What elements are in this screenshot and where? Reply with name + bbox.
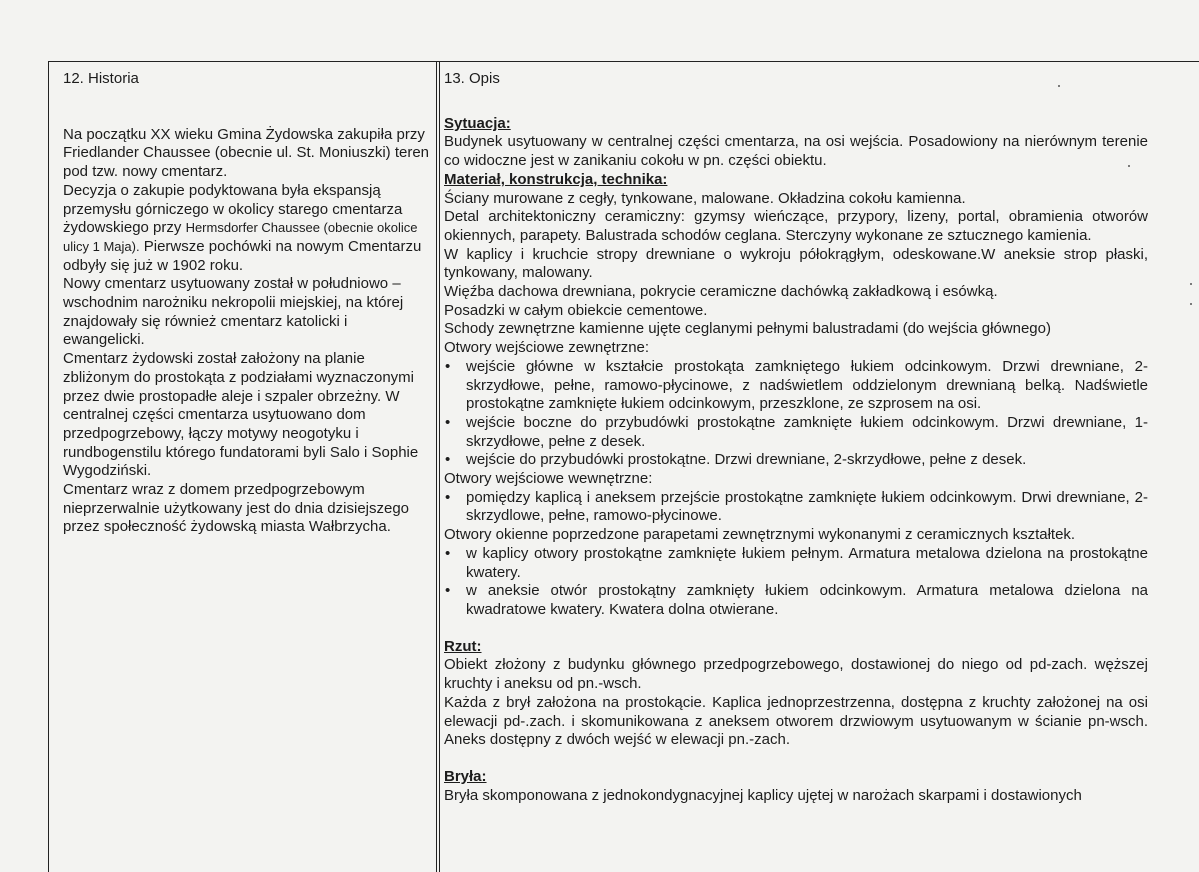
top-border [48, 61, 1199, 62]
scan-speck [1128, 165, 1130, 167]
history-text: Pierwsze pochówki na nowym Cmentarzu odbyły się już w 1902 roku. [63, 237, 422, 274]
exterior-doors-title: Otwory wejściowe zewnętrzne: [444, 339, 650, 357]
exterior-doors-list [444, 358, 1148, 470]
history-paragraph [63, 182, 431, 276]
history-paragraph: Na początku XX wieku Gmina Żydowska zakupiła przy Friedlander Chaussee (obecnie ul. St. Moniuszki) teren pod tzw. nowy cmentarz. [63, 125, 430, 181]
section-title-rzut: Rzut: [444, 637, 482, 655]
interior-doors-title: Otwory wejściowe wewnętrzne: [444, 470, 653, 488]
history-column [63, 70, 431, 537]
material-line: Schody zewnętrzne kamienne ujęte ceglanymi pełnymi balustradami (do wejścia głównego) [444, 320, 1051, 338]
scan-speck [1190, 303, 1192, 305]
history-paragraph: Nowy cmentarz usytuowany został w południowo – wschodnim narożniku nekropolii miejskiej, na której znajdowały się również cmentarz katolicki i ewangelicki. [63, 275, 404, 349]
scan-speck [1058, 85, 1060, 87]
list-item: • wejście do przybudówki prostokątne. Drzwi drewniane, 2-skrzydłowe, pełne z desek. [444, 451, 1148, 470]
history-paragraph: Cmentarz wraz z domem przedpogrzebowym nieprzerwalnie użytkowany jest do dnia dzisiejszego przez społeczność żydowską miasta Wałbrzycha. [63, 481, 410, 536]
rzut-line: Każda z brył założona na prostokącie. Kaplica jednoprzestrzenna, dostępna z kruchty założonej na osi elewacji pd-.zach. i skomunikowana z aneksem otworem drzwiowym usytuowanym w ścianie pn-wsch. Aneks dostępny z dwóch wejść w elewacji pn.-zach. [444, 693, 1148, 749]
bryla-text: Bryła skomponowana z jednokondygnacyjnej kaplicy ujętej w narożach skarpami i dostawionych [444, 786, 1082, 804]
history-small-text: Hermsdorfer Chaussee (obecnie okolice ulicy 1 Maja). [63, 220, 418, 254]
list-item: • pomiędzy kaplicą i aneksem przejście prostokątne zamknięte łukiem odcinkowym. Drwi drewniane, 2-skrzydlowe, pełne, ramowo-płycinowe. [444, 489, 1148, 526]
column-divider-inner [439, 61, 440, 872]
material-line: Detal architektoniczny ceramiczny: gzymsy wieńczące, przypory, lizeny, portal, obramienia otworów okiennych, parapety. Balustrada schodów ceglana. Sterczyny wykonane ze sztucznego kamienia. [444, 208, 1148, 244]
history-heading: 12. Historia [63, 70, 139, 87]
section-title-material: Materiał, konstrukcja, technika: [444, 170, 668, 188]
windows-title: Otwory okienne poprzedzone parapetami zewnętrznymi wykonanymi z ceramicznych kształtek. [444, 526, 1076, 544]
history-paragraph: Cmentarz żydowski został założony na planie zbliżonym do prostokąta z podziałami wyznaczonymi przez dwie prostopadłe aleje i szpaler obrzeżny. W centralnej części cmentarza usytuowano dom przedpogrzebowy, łączy motywy neogotyku i rundbogenstilu którego fundatorami byli Salo i Sophie Wygodziński. [63, 350, 419, 480]
description-column [444, 70, 1148, 805]
column-divider [436, 61, 437, 872]
material-line: Posadzki w całym obiekcie cementowe. [444, 301, 708, 319]
description-heading: 13. Opis [444, 70, 500, 87]
material-line: W kaplicy i kruchcie stropy drewniane o wykroju półokrągłym, odeskowane.W aneksie strop płaski, tynkowany, malowany. [444, 245, 1148, 282]
left-border [48, 61, 49, 872]
list-item: • wejście boczne do przybudówki prostokątne zamknięte łukiem odcinkowym. Drzwi drewniane, 1-skrzydłowe, pełne z desek. [444, 414, 1148, 451]
material-line: Więźba dachowa drewniana, pokrycie ceramiczne dachówką zakładkową i esówką. [444, 283, 998, 301]
list-item: • w kaplicy otwory prostokątne zamknięte łukiem pełnym. Armatura metalowa dzielona na prostokątne kwatery. [444, 545, 1148, 582]
list-item: • wejście główne w kształcie prostokąta zamkniętego łukiem odcinkowym. Drzwi drewniane, 2-skrzydłowe, pełne, ramowo-płycinowe, z nadświetlem oddzielonym drewnianą belką. Nadświetle prostokątne zamknięte łukiem odcinkowym, przeszklone, ze szprosem na osi. [444, 358, 1148, 414]
sytuacja-text: Budynek usytuowany w centralnej części cmentarza, na osi wejścia. Posadowiony na nierównym terenie co widoczne jest w zanikaniu cokołu w pn. części obiektu. [444, 133, 1148, 170]
history-text: Decyzja o zakupie podyktowana była ekspansją przemysłu górniczego w okolicy starego cmentarza żydowskiego przy [63, 181, 403, 237]
scan-speck [1190, 283, 1192, 285]
section-title-bryla: Bryła: [444, 767, 487, 785]
section-title-sytuacja: Sytuacja: [444, 114, 511, 132]
interior-doors-list [444, 489, 1148, 526]
rzut-line: Obiekt złożony z budynku głównego przedpogrzebowego, dostawionej do niego od pd-zach. węższej kruchty i aneksu od pn.-wsch. [444, 656, 1148, 693]
list-item: • w aneksie otwór prostokątny zamknięty łukiem odcinkowym. Armatura metalowa dzielona na kwadratowe kwatery. Kwatera dolna otwierane. [444, 582, 1148, 619]
windows-list [444, 545, 1148, 620]
material-line: Ściany murowane z cegły, tynkowane, malowane. Okładzina cokołu kamienna. [444, 189, 966, 207]
